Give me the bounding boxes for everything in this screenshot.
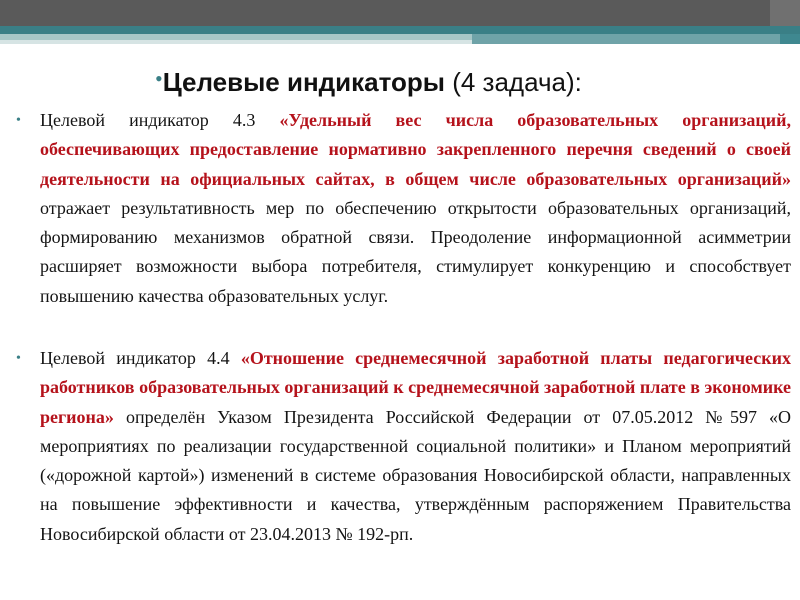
accent-stripe-right: [472, 34, 800, 44]
indicator-name: «Удельный вес числа образовательных организаций, обеспечивающих предоставление нормативно закрепленного перечня сведений о своей деятельности на официальных сайтах, в общем числе образовательных организаций»: [40, 110, 791, 189]
indicator-4-3-paragraph: [16, 106, 791, 311]
indicator-lead: Целевой индикатор 4.4: [40, 348, 241, 368]
indicator-name: «Отношение среднемесячной заработной платы педагогических работников образовательных организаций к среднемесячной заработной плате в экономике региона»: [40, 348, 791, 427]
indicator-description: определён Указом Президента Российской Федерации от 07.05.2012 №597 «О мероприятиях по реализации государственной социальной политики» и Планом мероприятий («дорожной картой») изменений в системе образования Новосибирской области, направленных на повышение эффективности и качества, утверждённым распоряжением Правительства Новосибирской области от 23.04.2013 № 192-рп.: [40, 406, 791, 544]
bullet-icon: •: [155, 66, 163, 91]
slide-title: [155, 62, 582, 102]
accent-stripe-corner: [780, 34, 800, 44]
accent-stripe: [0, 26, 800, 34]
title-bold-text: Целевые индикаторы: [162, 67, 445, 97]
indicator-lead: Целевой индикатор 4.3: [40, 110, 280, 130]
header-band: [0, 0, 800, 26]
header-band-accent: [770, 0, 800, 26]
accent-stripe-faint: [0, 40, 472, 44]
indicator-description: отражает результативность мер по обеспечению открытости образовательных организаций, формированию механизмов обратной связи. Преодоление информационной асимметрии расширяет возможности выбора потребителя, стимулирует конкуренцию и способствует повышению качества образовательных услуг.: [40, 197, 791, 306]
bullet-icon: •: [16, 351, 21, 366]
indicator-4-4-paragraph: [16, 344, 791, 549]
bullet-icon: •: [16, 113, 21, 128]
title-normal-text: (4 задача):: [444, 67, 582, 97]
